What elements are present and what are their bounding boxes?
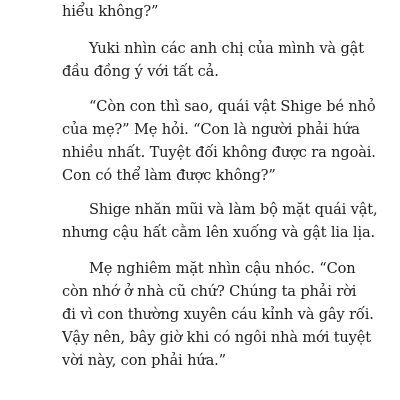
text-line: “Còn con thì sao, quái vật Shige bé nhỏ [89,98,376,115]
text-line: Con có thể làm được không?” [62,167,276,184]
text-line: nhưng cậu hất cằm lên xuống và gật lia lịa. [62,224,375,241]
text-line: Vậy nên, bây giờ khi có ngôi nhà mới tuyệt [62,329,371,346]
text-line: của mẹ?” Mẹ hỏi. “Con là người phải hứa [62,121,360,138]
text-line: Yuki nhìn các anh chị của mình và gật [89,40,364,57]
text-line: đi vì con thường xuyên cáu kỉnh và gây rối. [62,306,374,323]
text-line: vời này, con phải hứa.” [62,352,226,369]
text-line: hiểu không?” [62,3,159,20]
text-line: nhiều nhất. Tuyệt đối không được ra ngoài. [62,144,376,161]
text-line: Shige nhăn mũi và làm bộ mặt quái vật, [89,201,378,218]
text-line: Mẹ nghiêm mặt nhìn cậu nhóc. “Con [89,260,356,277]
text-line: đầu đồng ý với tất cả. [62,63,219,80]
text-line: còn nhớ ở nhà cũ chứ? Chúng ta phải rời [62,283,357,300]
